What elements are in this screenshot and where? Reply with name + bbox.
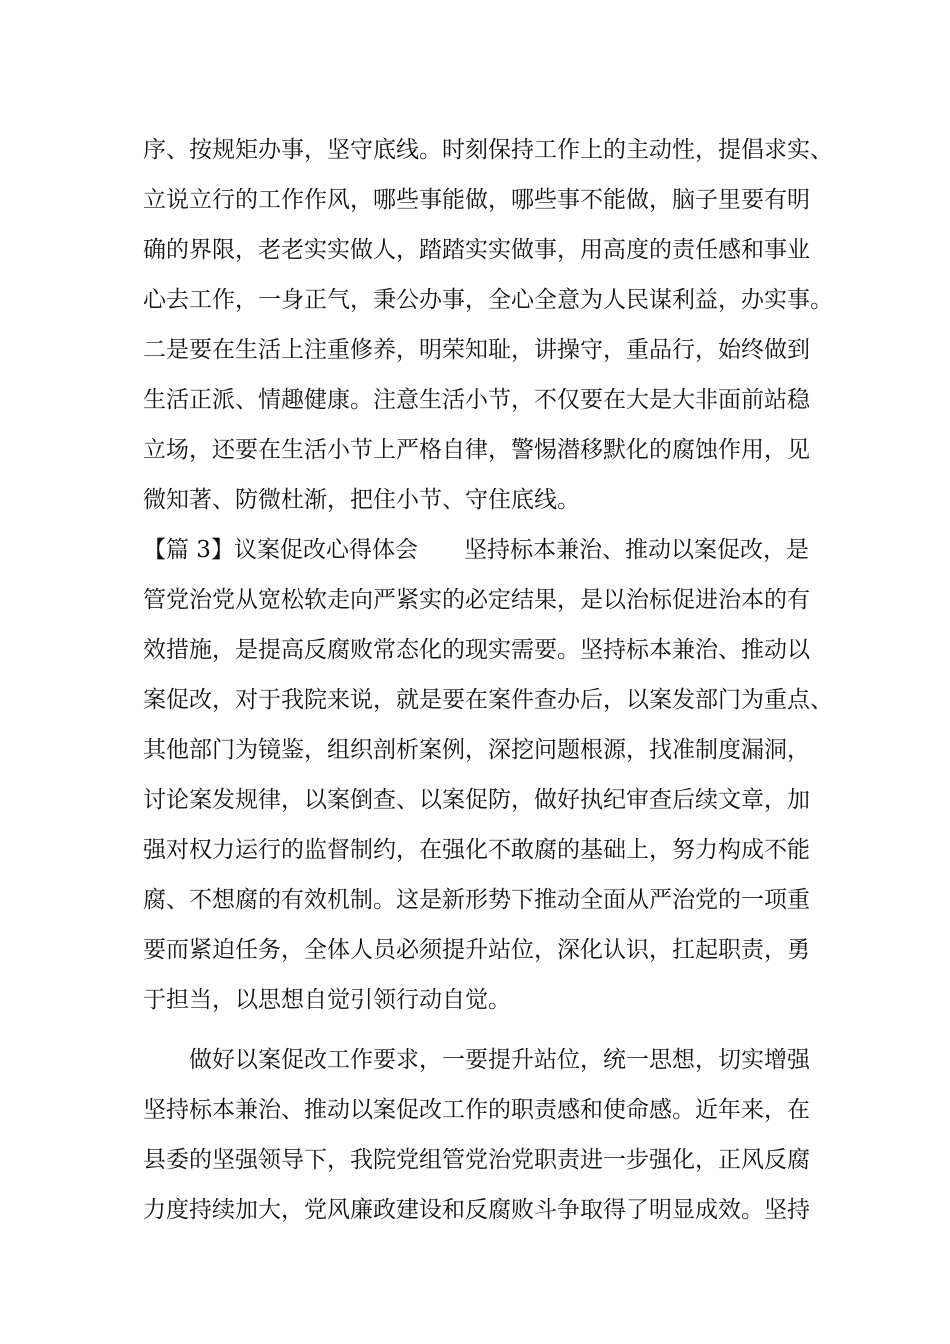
text-line: 序、按规矩办事，坚守底线。时刻保持工作上的主动性，提倡求实、: [143, 137, 833, 163]
text-line: 力度持续加大，党风廉政建设和反腐败斗争取得了明显成效。坚持: [143, 1197, 810, 1223]
paragraph-gap: [143, 1025, 833, 1035]
paragraph-first-line: 做好以案促改工作要求，一要提升站位，统一思想，切实增强: [189, 1047, 810, 1073]
text-line: 微知著、防微杜渐，把住小节、守住底线。: [143, 487, 580, 513]
text-line: 县委的坚强领导下，我院党组管党治党职责进一步强化，正风反腐: [143, 1147, 810, 1173]
text-line: 要而紧迫任务，全体人员必须提升站位，深化认识，扛起职责，勇: [143, 937, 810, 963]
text-line: 立说立行的工作作风，哪些事能做，哪些事不能做，脑子里要有明: [143, 187, 810, 213]
text-line: 其他部门为镜鉴，组织剖析案例，深挖问题根源，找准制度漏洞，: [143, 737, 810, 763]
text-line: 腐、不想腐的有效机制。这是新形势下推动全面从严治党的一项重: [143, 887, 810, 913]
text-line: 立场，还要在生活小节上严格自律，警惕潜移默化的腐蚀作用，见: [143, 437, 810, 463]
text-line: 确的界限，老老实实做人，踏踏实实做事，用高度的责任感和事业: [143, 237, 810, 263]
body-text: [143, 125, 833, 1235]
text-line: 心去工作，一身正气，秉公办事，全心全意为人民谋利益，办实事。: [143, 287, 833, 313]
text-line: 于担当，以思想自觉引领行动自觉。: [143, 987, 511, 1013]
text-line: 强对权力运行的监督制约，在强化不敢腐的基础上，努力构成不能: [143, 837, 810, 863]
text-line: 效措施，是提高反腐败常态化的现实需要。坚持标本兼治、推动以: [143, 637, 810, 663]
section-heading-line: 【篇 3】议案促改心得体会 坚持标本兼治、推动以案促改，是: [143, 537, 809, 563]
text-line: 讨论案发规律，以案倒查、以案促防，做好执纪审查后续文章，加: [143, 787, 810, 813]
text-line: 生活正派、情趣健康。注意生活小节，不仅要在大是大非面前站稳: [143, 387, 810, 413]
text-line: 案促改，对于我院来说，就是要在案件查办后，以案发部门为重点、: [143, 687, 833, 713]
text-line: 坚持标本兼治、推动以案促改工作的职责感和使命感。近年来，在: [143, 1097, 810, 1123]
text-line: 二是要在生活上注重修养，明荣知耻，讲操守，重品行，始终做到: [143, 337, 810, 363]
text-line: 管党治党从宽松软走向严紧实的必定结果，是以治标促进治本的有: [143, 587, 810, 613]
